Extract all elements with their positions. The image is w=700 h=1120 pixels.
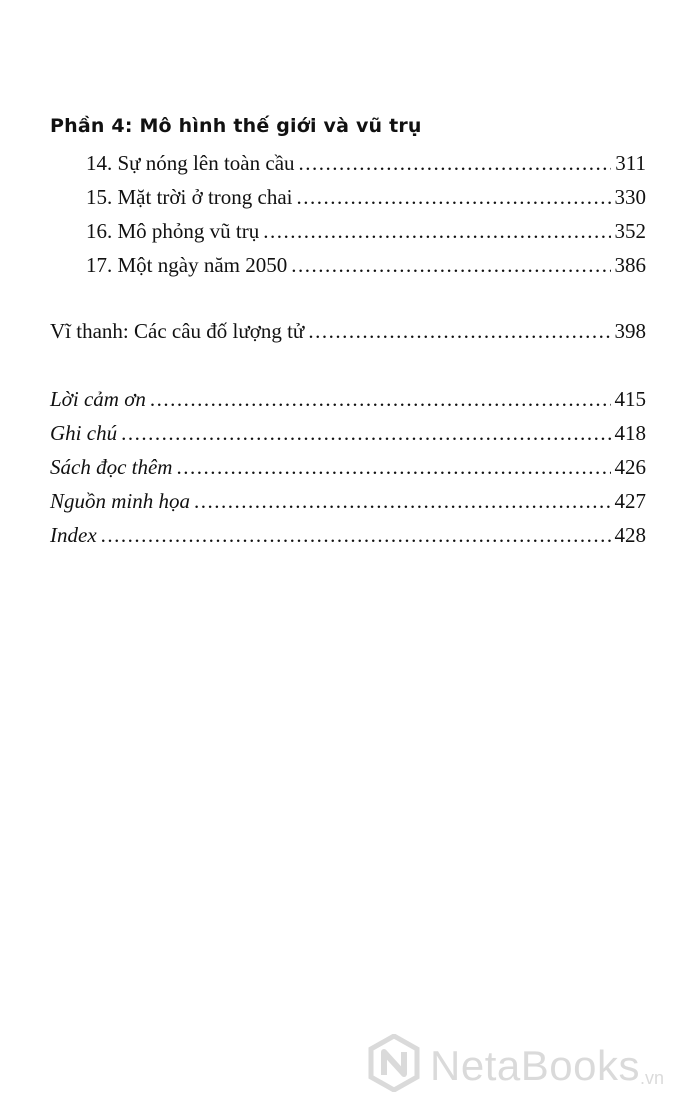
entry-title: 16. Mô phỏng vũ trụ xyxy=(86,219,260,243)
entry-page-number: 428 xyxy=(614,523,646,547)
dot-leader xyxy=(291,248,610,282)
toc-entry-index xyxy=(50,518,646,552)
dot-leader xyxy=(299,146,612,180)
toc-entry-acknowledgements xyxy=(50,382,646,416)
spacer xyxy=(50,348,646,382)
toc-entry-chapter-14 xyxy=(50,146,646,180)
entry-page-number: 352 xyxy=(614,219,646,243)
dot-leader xyxy=(121,416,610,450)
dot-leader xyxy=(297,180,611,214)
entry-title: Vĩ thanh: Các câu đố lượng tử xyxy=(50,319,305,343)
dot-leader xyxy=(263,214,610,248)
netabooks-logo-icon xyxy=(368,1034,420,1097)
entry-title: 14. Sự nóng lên toàn cầu xyxy=(86,151,295,175)
toc-entry-chapter-15 xyxy=(50,180,646,214)
watermark-brand: NetaBooks xyxy=(430,1041,640,1089)
entry-page-number: 418 xyxy=(614,421,646,445)
entry-title: Index xyxy=(50,523,97,547)
entry-title: Lời cảm ơn xyxy=(50,387,146,411)
toc-entry-chapter-17 xyxy=(50,248,646,282)
entry-page-number: 426 xyxy=(614,455,646,479)
entry-title: Sách đọc thêm xyxy=(50,455,173,479)
entry-title: 17. Một ngày năm 2050 xyxy=(86,253,288,277)
dot-leader xyxy=(101,518,611,552)
entry-page-number: 398 xyxy=(614,319,646,343)
toc-entry-notes xyxy=(50,416,646,450)
entry-title: Nguồn minh họa xyxy=(50,489,191,513)
entry-page-number: 427 xyxy=(614,489,646,513)
entry-page-number: 311 xyxy=(615,151,646,175)
spacer xyxy=(50,282,646,314)
toc-entry-further-reading xyxy=(50,450,646,484)
entry-page-number: 330 xyxy=(614,185,646,209)
dot-leader xyxy=(150,382,611,416)
watermark xyxy=(368,1034,664,1097)
entry-page-number: 415 xyxy=(614,387,646,411)
dot-leader xyxy=(308,314,610,348)
entry-page-number: 386 xyxy=(614,253,646,277)
table-of-contents xyxy=(50,112,646,552)
toc-entry-epilogue xyxy=(50,314,646,348)
toc-entry-chapter-16 xyxy=(50,214,646,248)
dot-leader xyxy=(194,484,610,518)
dot-leader xyxy=(176,450,610,484)
entry-title: 15. Mặt trời ở trong chai xyxy=(86,185,293,209)
toc-entry-illustration-sources xyxy=(50,484,646,518)
part-heading: Phần 4: Mô hình thế giới và vũ trụ xyxy=(50,115,422,137)
watermark-suffix: .vn xyxy=(639,1068,664,1088)
entry-title: Ghi chú xyxy=(50,421,118,445)
